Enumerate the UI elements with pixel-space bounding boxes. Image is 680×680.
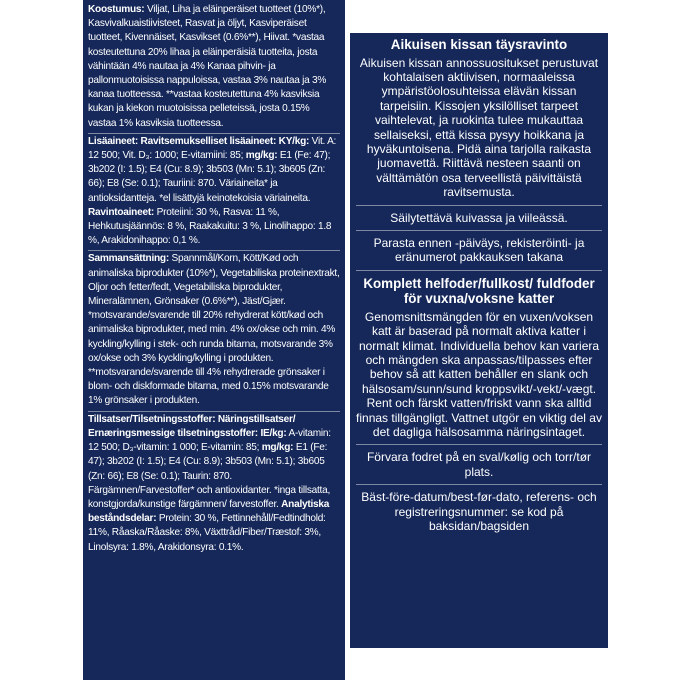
ingredients-panel [83, 0, 345, 680]
fi-additives-label: Lisäaineet: Ravitsemukselliset lisäaineet: KY/kg: [88, 135, 310, 147]
sv-composition [88, 252, 340, 408]
fi-additives-text-2: E1 (Fe: 47); 3b202 (I: 1.5); E4 (Cu: 8.9); 3b503 (Mn: 5.1); 3b605 (Zn: 66); E8 (Se: 0.1); Tauriini: 870. Väriaineita* ja antioksidantteja. *el lisättyjä keinotekoisia väriaineita. [88, 150, 331, 204]
sv-dates: Bäst-före-datum/best-før-dato, referens- och registreringsnummer: se kod på baksidan/bagsiden [361, 490, 597, 534]
sv-composition-label: Sammansättning: [88, 253, 169, 265]
fi-additives-text-1: Vit. A: 12 500; Vit. D₃: 1000; E-vitamiini: 85; [88, 135, 337, 162]
fi-composition [88, 3, 340, 131]
fi-additives [88, 135, 340, 249]
divider [356, 230, 602, 231]
fi-body: Aikuisen kissan annossuositukset perustuvat kohtalaisen aktiivisen, normaaleissa ympäristöolosuhteissa elävän kissan tarpeisiin. Kissojen yksilölliset tarpeet vaihtelevat, ja ruokinta tulee mukauttaa sellaiseksi, että kissa pysyy hoikkana ja hyväkuntoisena. Pidä aina tarjolla raikasta juomavettä. Riittävä nesteen saanti on välttämätön osa terveellistä päivittäistä ravitsemusta. [359, 55, 599, 200]
sv-additives [88, 413, 340, 555]
sv-additives-label: Tillsatser/Tilsetningsstoffer: Näringstillsatser/ Ernæringsmessige tilsetningsstoffer: IE/kg: [88, 413, 296, 439]
fi-additives-mg-label: mg/kg: [245, 150, 278, 162]
divider [356, 270, 602, 271]
fi-storage: Säilytettävä kuivassa ja viileässä. [390, 210, 568, 225]
sv-storage: Förvara fodret på en sval/kølig och torr/tør plats. [366, 450, 592, 479]
sv-additives-text-2: E1 (Fe: 47); 3b202 (I: 1.5); E4 (Cu: 8.9); 3b503 (Mn: 5.1); 3b605 (Zn: 66); E8 (Se: 0.1); Taurin: 870. Färgämnen/Farvestoffer* och antioxidanter. *inga tillsatta, konstgjorda/kunstige färgämnen/ farvestoffer. [88, 442, 331, 510]
divider [88, 133, 340, 134]
fi-composition-label: Koostumus: [88, 4, 145, 15]
fi-heading: Aikuisen kissan täysravinto [390, 37, 568, 52]
divider [88, 411, 340, 412]
sv-additives-text-1: A-vitamin: 12 500; D₃-vitamin: 1 000; E-vitamin: 85; [88, 427, 331, 454]
sv-heading: Komplett helfoder/fullkost/ fuldfoder för vuxna/voksne katter [363, 275, 595, 307]
fi-nutrients-label: Ravintoaineet: [88, 206, 155, 218]
sv-body: Genomsnittsmängden för en vuxen/voksen katt är baserad på normalt aktiva katter i normalt klimat. Individuella behov kan variera och mängden ska anpassas/tilpasses efter behov så att katten behåller en slank och hälsosam/sunn/sund kroppsvikt/-vekt/-vægt. Rent och färskt vatten/friskt vann ska alltid finnas tillgängligt. Vattnet utgör en viktig del av det dagliga hälsosamma näringsintaget. [356, 309, 602, 440]
sv-analysis-text: Protein: 30 %, Fettinnehåll/Fedtindhold: 11%, Råaska/Råaske: 8%, Växttråd/Fiber/Træstof: 3%, Linolsyra: 1.8%, Arakidonsyra: 0.1%. [88, 513, 326, 553]
fi-dates: Parasta ennen -päiväys, rekisteröinti- ja eränumerot pakkauksen takana [373, 235, 585, 265]
fi-nutrients-text: Proteiini: 30 %, Rasva: 11 %, Hehkutusjäännös: 8 %, Raakakuitu: 3 %, Linolihappo: 1.8 %, Arakidonihappo: 0,1 %. [88, 206, 332, 247]
sv-composition-text: Spannmål/Korn, Kött/Kød och animaliska biprodukter (10%*), Vegetabiliska proteinextrakt, Oljor och fetter/fedt, Vegetabiliska biprodukter, Mineralämnen, Grönsaker (0.6%**), Jäst/Gjær. *motsvarande/svarende till 20% rehydrerat kött/kød och animaliska biprodukter, med min. 4% ox/okse och min. 4% kyckling/kylling i stek- och runda bitarna, motsvarande 3% ox/okse och 3% kyckling/kylling i produkten. **motsvarande/svarende till 4% rehydrerade grönsaker i blom- och diskformade bitarna, med 0.15% motsvarande 1% grönsaker i produkten. [88, 253, 340, 407]
divider [356, 444, 602, 445]
divider [356, 484, 602, 485]
divider [88, 250, 340, 251]
feeding-info-panel [350, 33, 608, 648]
sv-additives-mg-label: mg/kg: [261, 442, 294, 454]
fi-composition-text: Viljat, Liha ja eläinperäiset tuotteet (10%*), Kasvivalkuaistiivisteet, Rasvat ja öljyt, Kasviperäiset tuotteet, Kivennäiset, Kasvikset (0.6%**), Hiivat. *vastaa kosteutettuna 20% lihaa ja eläinperäisiä tuotteita, josta vähintään 4% nautaa ja 4% Kanaa pihvin- ja pallonmuotoisissa nappuloissa, vastaa 3% nautaa ja 3% kanaa tuotteessa. **vastaa kosteutettuna 4% kasviksia kukan ja kiekon muotoisissa pelleteissä, josta 0.15% vastaa 1% kasviksia tuotteessa. [88, 4, 327, 129]
divider [356, 205, 602, 206]
sv-analysis-label: Analytiska beståndsdelar: [88, 498, 330, 525]
